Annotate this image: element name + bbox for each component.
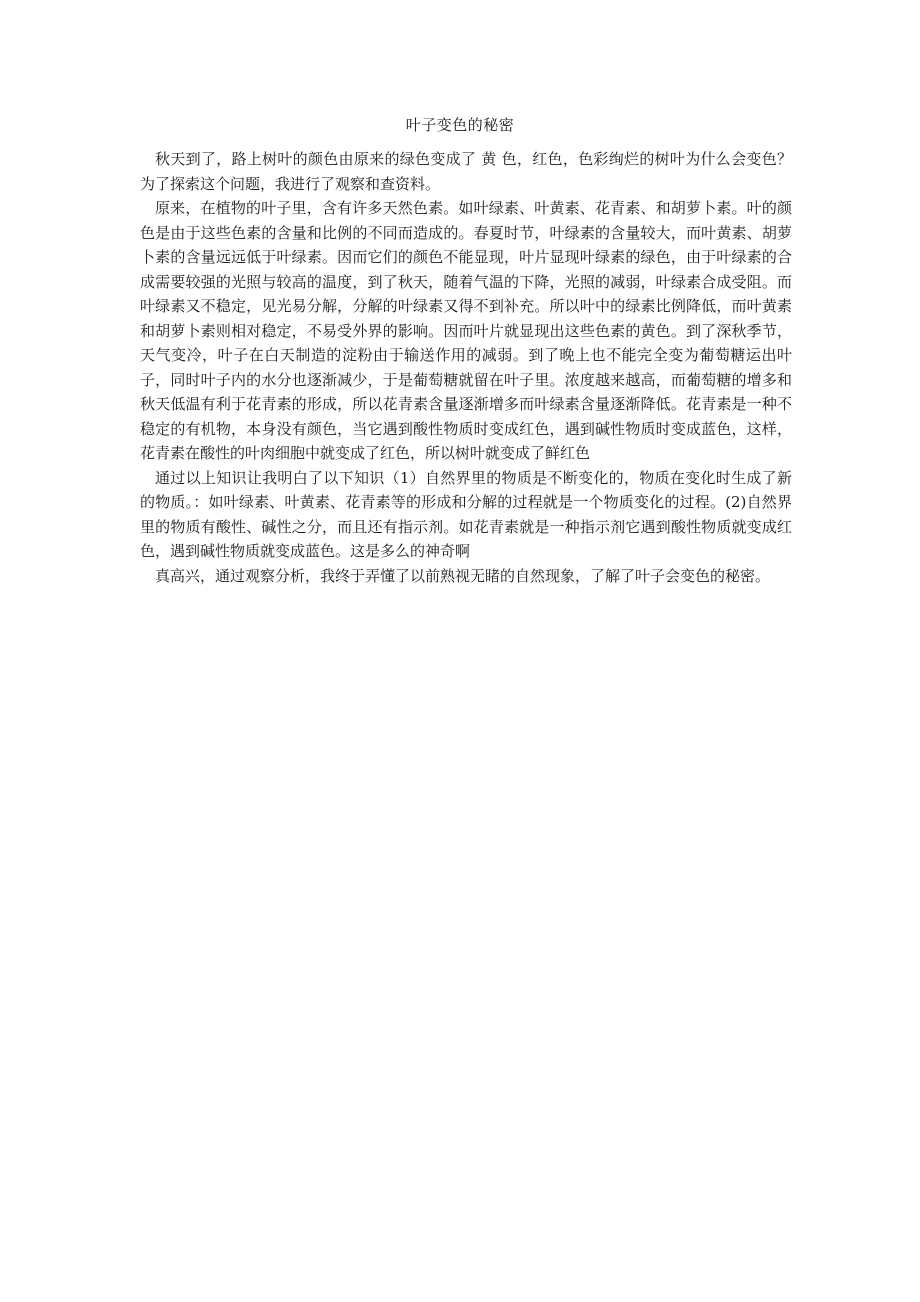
paragraph-1: 秋天到了，路上树叶的颜色由原来的绿色变成了 黄 色，红色，色彩绚烂的树叶为什么会变色？为了探索这个问题，我进行了观察和查资料。 bbox=[140, 150, 792, 193]
paragraph-2: 原来，在植物的叶子里，含有许多天然色素。如叶绿素、叶黄素、花青素、和胡萝卜素。叶的颜色是由于这些色素的含量和比例的不同而造成的。春夏时节，叶绿素的含量较大，而叶黄素、胡萝卜素的含量远远低于叶绿素。因而它们的颜色不能显现，叶片显现叶绿素的绿色，由于叶绿素的合成需要较强的光照与较高的温度，到了秋天，随着气温的下降，光照的减弱，叶绿素合成受阻。而叶绿素又不稳定，见光易分解，分解的叶绿素又得不到补充。所以叶中的绿素比例降低，而叶黄素和胡萝卜素则相对稳定，不易受外界的影响。因而叶片就显现出这些色素的黄色。到了深秋季节，天气变冷，叶子在白天制造的淀粉由于输送作用的减弱。到了晚上也不能完全变为葡萄糖运出叶子，同时叶子内的水分也逐渐减少，于是葡萄糖就留在叶子里。浓度越来越高，而葡萄糖的增多和秋天低温有利于花青素的形成，所以花青素含量逐渐增多而叶绿素含量逐渐降低。花青素是一种不稳定的有机物，本身没有颜色，当它遇到酸性物质时变成红色，遇到碱性物质时变成蓝色，这样，花青素在酸性的叶肉细胞中就变成了红色，所以树叶就变成了鲜红色 bbox=[140, 199, 792, 462]
document-title: 叶子变色的秘密 bbox=[405, 116, 515, 134]
paragraph-4: 真高兴，通过观察分析，我终于弄懂了以前熟视无睹的自然现象，了解了叶子会变色的秘密。 bbox=[155, 566, 771, 585]
paragraph-3: 通过以上知识让我明白了以下知识（1）自然界里的物质是不断变化的，物质在变化时生成了新的物质。：如叶绿素、叶黄素、花青素等的形成和分解的过程就是一个物质变化的过程。(2)自然界里的物质有酸性、碱性之分，而且还有指示剂。如花青素就是一种指示剂它遇到酸性物质就变成红色，遇到碱性物质就变成蓝色。这是多么的神奇啊 bbox=[140, 468, 792, 560]
document-body bbox=[140, 147, 792, 588]
